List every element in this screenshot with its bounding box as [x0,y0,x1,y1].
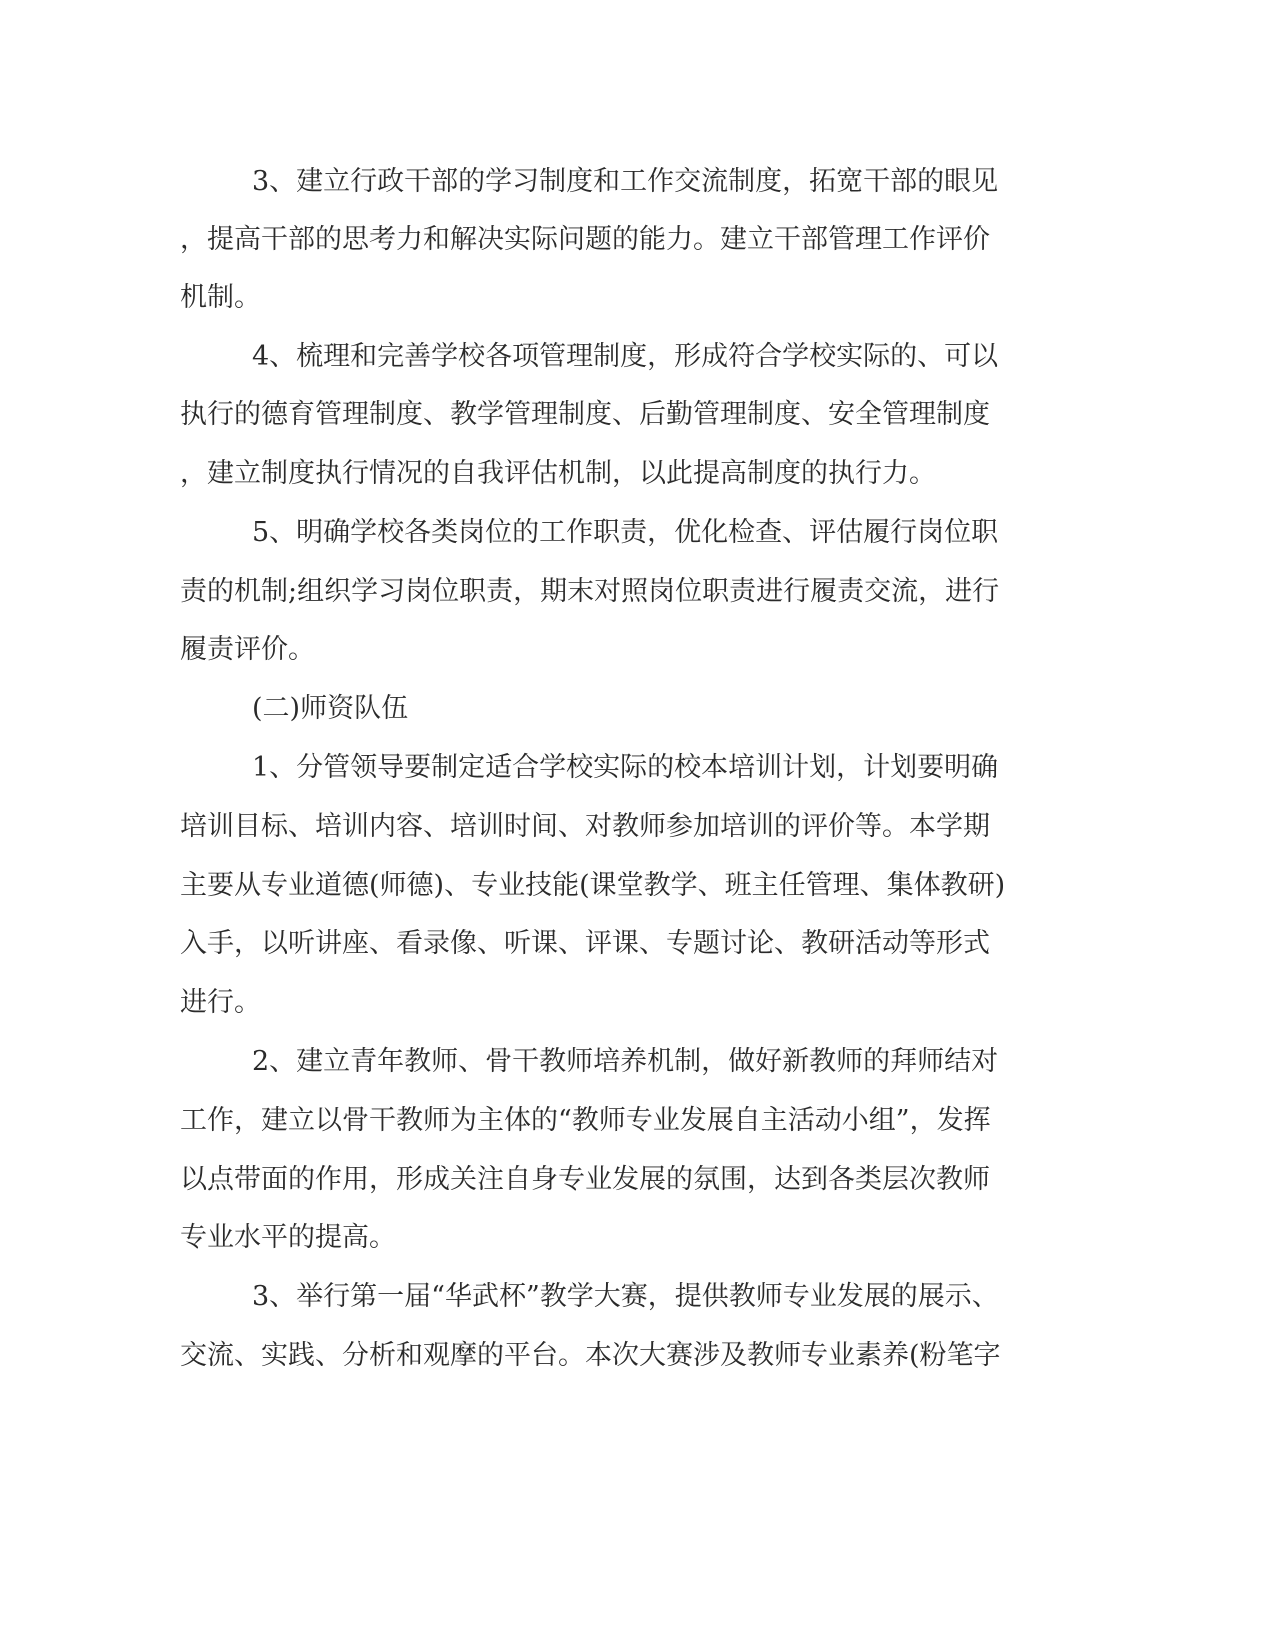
text-line: 培训目标、培训内容、培训时间、对教师参加培训的评价等。本学期 [180,811,990,842]
text-line: 5、明确学校各类岗位的工作职责，优化检查、评估履行岗位职 [252,517,999,548]
section-heading: (二)师资队伍 [252,693,409,724]
text-line: 交流、实践、分析和观摩的平台。本次大赛涉及教师专业素养(粉笔字 [180,1340,1001,1371]
text-line: 责的机制;组织学习岗位职责，期末对照岗位职责进行履责交流，进行 [180,576,1000,607]
text-line: 主要从专业道德(师德)、专业技能(课堂教学、班主任管理、集体教研) [180,870,1006,901]
text-line: 工作，建立以骨干教师为主体的“教师专业发展自主活动小组”，发挥 [180,1105,991,1136]
text-line: 3、举行第一届“华武杯”教学大赛，提供教师专业发展的展示、 [252,1281,999,1312]
text-line: 专业水平的提高。 [180,1222,396,1253]
text-line: 履责评价。 [180,634,315,665]
text-line: 以点带面的作用，形成关注自身专业发展的氛围，达到各类层次教师 [180,1164,990,1195]
text-line: 执行的德育管理制度、教学管理制度、后勤管理制度、安全管理制度 [180,399,990,430]
text-line: 3、建立行政干部的学习制度和工作交流制度，拓宽干部的眼见 [252,166,999,197]
text-line: 机制。 [180,282,261,313]
text-line: 4、梳理和完善学校各项管理制度，形成符合学校实际的、可以 [252,341,999,372]
text-line: 入手，以听讲座、看录像、听课、评课、专题讨论、教研活动等形式 [180,928,990,959]
text-line: ，建立制度执行情况的自我评估机制，以此提高制度的执行力。 [180,458,936,489]
text-line: 2、建立青年教师、骨干教师培养机制，做好新教师的拜师结对 [252,1046,999,1077]
text-line: ，提高干部的思考力和解决实际问题的能力。建立干部管理工作评价 [180,224,990,255]
text-line: 1、分管领导要制定适合学校实际的校本培训计划，计划要明确 [252,752,999,783]
text-line: 进行。 [180,987,261,1018]
